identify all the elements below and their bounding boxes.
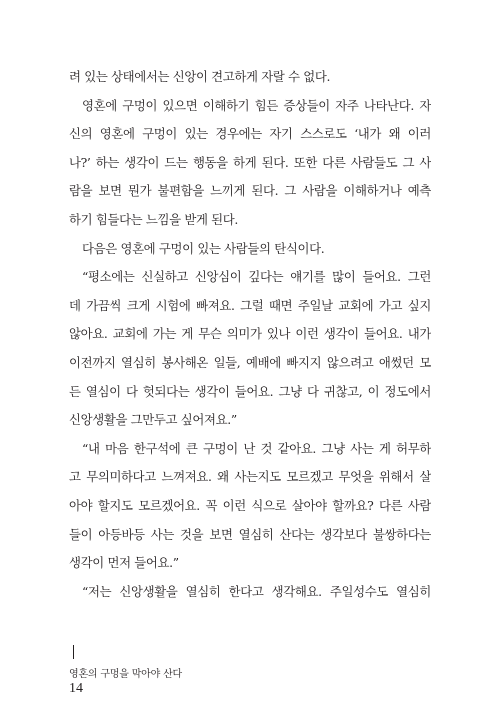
body-text [69,63,431,606]
text-line: “저는 신앙생활을 열심히 한다고 생각해요. 주일성수도 열심히 [82,583,431,599]
text-line: 람을 보면 뭔가 불편함을 느끼게 된다. 그 사람을 이해하거나 예측 [69,183,431,199]
footer-rule [73,645,74,659]
text-line: “평소에는 신실하고 신앙심이 깊다는 얘기를 많이 들어요. 그런 [82,269,431,285]
text-line: 데 가끔씩 크게 시험에 빠져요. 그럴 때면 주일날 교회에 가고 싶지 [69,297,431,313]
running-footer-title: 영혼의 구멍을 막아야 산다 [69,669,182,680]
text-line: 신의 영혼에 구멍이 있는 경우에는 자기 스스로도 ‘내가 왜 이러 [69,126,431,142]
text-line: 않아요. 교회에 가는 게 무슨 의미가 있나 이런 생각이 들어요. 내가 [69,326,431,342]
text-line: 아야 할지도 모르겠어요. 꼭 이런 식으로 살아야 할까요? 다른 사람 [69,497,431,513]
text-line: 이전까지 열심히 봉사해온 일들, 예배에 빠지지 않으려고 애썼던 모 [69,354,431,370]
text-line: 든 열심이 다 헛되다는 생각이 들어요. 그냥 다 귀찮고, 이 정도에서 [69,383,431,399]
text-line: 고 무의미하다고 느껴져요. 왜 사는지도 모르겠고 무엇을 위해서 살 [69,469,431,485]
text-line: 생각이 먼저 들어요.” [69,555,179,571]
text-line: “내 마음 한구석에 큰 구멍이 난 것 같아요. 그냥 사는 게 허무하 [82,440,431,456]
page-number: 14 [69,681,83,696]
text-line: 려 있는 상태에서는 신앙이 견고하게 자랄 수 없다. [69,69,331,84]
text-line: 들이 아등바등 사는 것을 보면 열심히 산다는 생각보다 불쌍하다는 [69,526,431,542]
text-line: 하기 힘들다는 느낌을 받게 된다. [69,211,238,227]
text-line: 다음은 영혼에 구멍이 있는 사람들의 탄식이다. [82,240,325,256]
text-line: 나?’ 하는 생각이 드는 행동을 하게 된다. 또한 다른 사람들도 그 사 [69,154,431,170]
text-line: 영혼에 구멍이 있으면 이해하기 힘든 증상들이 자주 나타난다. 자 [82,97,431,113]
text-line: 신앙생활을 그만두고 싶어져요.” [69,412,237,428]
